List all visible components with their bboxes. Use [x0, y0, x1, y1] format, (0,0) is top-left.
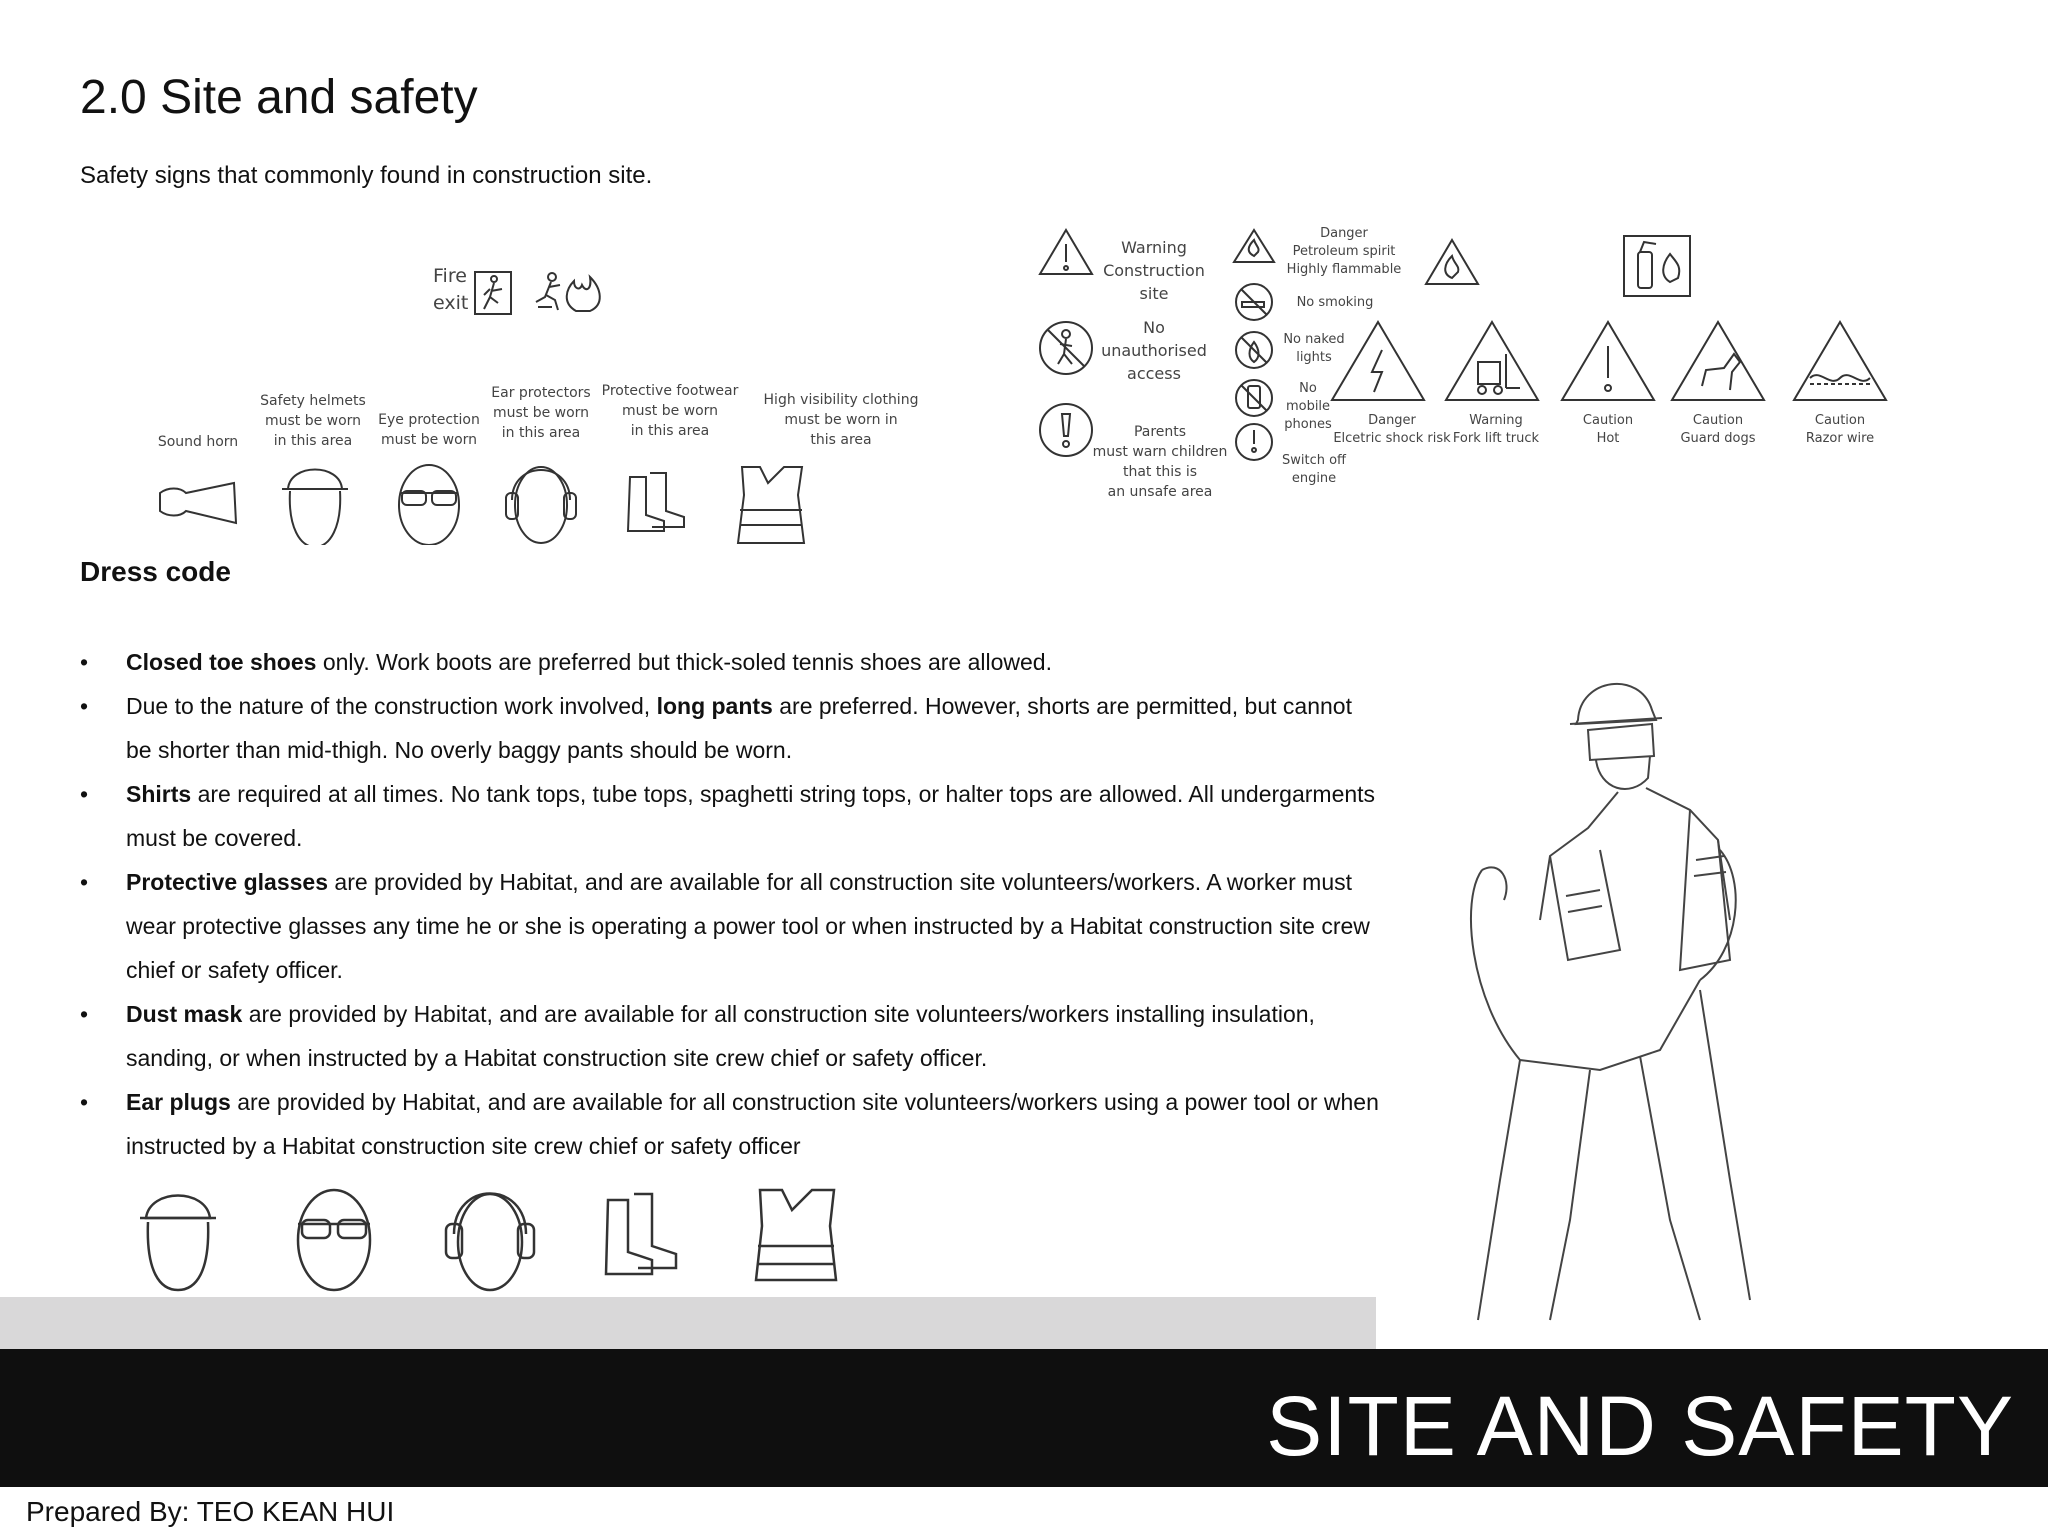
- list-item: [80, 1080, 1380, 1168]
- goggles-head-icon: [399, 465, 459, 545]
- triangle-5-line2: Razor wire: [1805, 431, 1875, 446]
- rule-bold: Dust mask: [126, 1001, 243, 1027]
- ear-protector-head-icon: [446, 1194, 534, 1291]
- no-smoking-label: No smoking: [1296, 295, 1374, 310]
- vest-icon: [738, 467, 804, 543]
- horn-icon: [160, 483, 236, 523]
- fork-lift-icon: [1446, 322, 1538, 400]
- rule-bold: Protective glasses: [126, 869, 329, 895]
- danger-flammable-3: Highly flammable: [1286, 262, 1402, 277]
- triangle-4-line1: Caution: [1692, 413, 1744, 428]
- danger-flammable-2: Petroleum spirit: [1292, 244, 1396, 259]
- parents-2: must warn children: [1092, 444, 1228, 460]
- warning-construction-1: Warning: [1121, 238, 1187, 257]
- fire-exit-icon: [475, 272, 560, 314]
- guard-dog-icon: [1672, 322, 1764, 400]
- dress-code-heading: Dress code: [80, 556, 231, 587]
- warning-signs-panel: [1030, 222, 1910, 512]
- unauthorised-3: access: [1127, 364, 1181, 383]
- triangle-2-line2: Fork lift truck: [1452, 431, 1540, 446]
- sign-label-footwear-3: in this area: [630, 423, 710, 439]
- triangle-5-line1: Caution: [1814, 413, 1866, 428]
- rule-text: are preferred. However, shorts are permitted, but cannot be shorter than mid-thigh. No overly baggy pants should be worn.: [126, 693, 1352, 763]
- no-mobile-1: No: [1299, 381, 1317, 396]
- list-item: [80, 772, 1380, 860]
- grey-band: [0, 1297, 1376, 1349]
- triangle-1-line1: Danger: [1368, 413, 1416, 428]
- sign-label-vest-3: this area: [810, 432, 872, 448]
- no-mobile-3: phones: [1284, 417, 1332, 432]
- no-naked-lights-2: lights: [1296, 350, 1332, 365]
- no-mobile-2: mobile: [1285, 399, 1331, 414]
- switch-off-engine-icon: [1236, 424, 1272, 460]
- rule-text: are provided by Habitat, and are available for all construction site volunteers/workers using a power tool or when instructed by a Habitat construction site crew chief or safety officer: [126, 1089, 1379, 1159]
- no-naked-lights-1: No naked: [1283, 332, 1345, 347]
- rule-pre: Due to the nature of the construction work involved,: [126, 693, 657, 719]
- danger-flammable-1: Danger: [1320, 226, 1368, 241]
- triangle-3-line2: Hot: [1596, 431, 1620, 446]
- helmet-head-icon: [282, 470, 348, 546]
- flammable-large-icon: [1426, 240, 1478, 284]
- no-smoking-icon: [1236, 284, 1272, 320]
- rule-bold: Shirts: [126, 781, 192, 807]
- warning-construction-3: site: [1139, 284, 1169, 303]
- footer-credit: Prepared By: TEO KEAN HUI: [26, 1496, 395, 1527]
- rule-bold: Closed toe shoes: [126, 649, 317, 675]
- sign-label-helmets-1: Safety helmets: [260, 393, 366, 409]
- hot-caution-icon: [1562, 322, 1654, 400]
- list-item: [80, 992, 1380, 1080]
- parents-4: an unsafe area: [1107, 484, 1213, 500]
- rule-bold: long pants: [656, 693, 773, 719]
- unauthorised-1: No: [1143, 318, 1165, 337]
- no-mobile-phones-icon: [1236, 380, 1272, 416]
- triangle-1-line2: Elcetric shock risk: [1333, 431, 1451, 446]
- switch-off-2: engine: [1291, 471, 1337, 486]
- goggles-head-icon: [298, 1190, 370, 1290]
- list-item: [80, 684, 1380, 772]
- fire-extinguisher-icon: [1624, 236, 1690, 296]
- flammable-icon: [1234, 230, 1274, 262]
- banner-title: SITE AND SAFETY: [1266, 1379, 2014, 1473]
- sign-label-helmets-2: must be worn: [264, 413, 362, 429]
- sign-label-ear-3: in this area: [501, 425, 581, 441]
- ppe-icon-row: [120, 1180, 860, 1300]
- sign-label-vest-2: must be worn in: [784, 412, 898, 428]
- sign-label-footwear-2: must be worn: [621, 403, 719, 419]
- vest-icon: [756, 1190, 836, 1280]
- sign-label-sound-horn: Sound horn: [157, 434, 239, 450]
- list-item: [80, 640, 1380, 684]
- rule-bold: Ear plugs: [126, 1089, 231, 1115]
- sign-label-eye-1: Eye protection: [378, 412, 480, 428]
- helmet-head-icon: [140, 1196, 216, 1291]
- no-access-icon: [1040, 322, 1092, 374]
- rule-text: are provided by Habitat, and are available for all construction site volunteers/workers installing insulation, sanding, or when instructed by a Habitat construction site crew chief or safety officer.: [126, 1001, 1315, 1071]
- warning-construction-2: Construction: [1103, 261, 1205, 280]
- page-subtitle: Safety signs that commonly found in construction site.: [80, 162, 653, 189]
- sign-label-ear-1: Ear protectors: [491, 385, 591, 401]
- boots-icon: [606, 1194, 676, 1274]
- switch-off-1: Switch off: [1281, 453, 1347, 468]
- parents-1: Parents: [1133, 424, 1187, 440]
- triangle-3-line1: Caution: [1582, 413, 1634, 428]
- rule-text: are required at all times. No tank tops, tube tops, spaghetti string tops, or halter tops are allowed. All undergarments must be covered.: [126, 781, 1376, 851]
- sign-label-helmets-3: in this area: [273, 433, 353, 449]
- warning-construction-icon: [1040, 230, 1092, 274]
- ppe-signs-panel: [140, 255, 940, 545]
- flame-icon: [567, 277, 600, 311]
- fire-exit-label-line2: exit: [433, 292, 469, 314]
- sign-label-vest-1: High visibility clothing: [763, 392, 919, 408]
- razor-wire-icon: [1794, 322, 1886, 400]
- caution-circle-icon: [1040, 404, 1092, 456]
- sign-label-eye-2: must be worn: [380, 432, 478, 448]
- boots-icon: [628, 473, 684, 531]
- dress-code-list: [80, 640, 1380, 1168]
- rule-text: are provided by Habitat, and are available for all construction site volunteers/workers. A worker must wear protective glasses any time he or she is operating a power tool or when instructed by a Habitat construction site crew chief or safety officer.: [126, 869, 1370, 983]
- worker-illustration: [1400, 660, 1840, 1350]
- ear-protector-head-icon: [506, 467, 576, 543]
- rule-text: only. Work boots are preferred but thick-soled tennis shoes are allowed.: [316, 649, 1052, 675]
- list-item: [80, 860, 1380, 992]
- sign-label-footwear-1: Protective footwear: [601, 383, 739, 399]
- no-naked-lights-icon: [1236, 332, 1272, 368]
- sign-label-ear-2: must be worn: [492, 405, 590, 421]
- page-title: 2.0 Site and safety: [80, 71, 478, 124]
- parents-3: that this is: [1122, 464, 1198, 480]
- electric-shock-icon: [1332, 322, 1424, 400]
- fire-exit-label-line1: Fire: [433, 265, 467, 287]
- triangle-4-line2: Guard dogs: [1680, 431, 1756, 446]
- unauthorised-2: unauthorised: [1101, 341, 1207, 360]
- triangle-2-line1: Warning: [1469, 413, 1523, 428]
